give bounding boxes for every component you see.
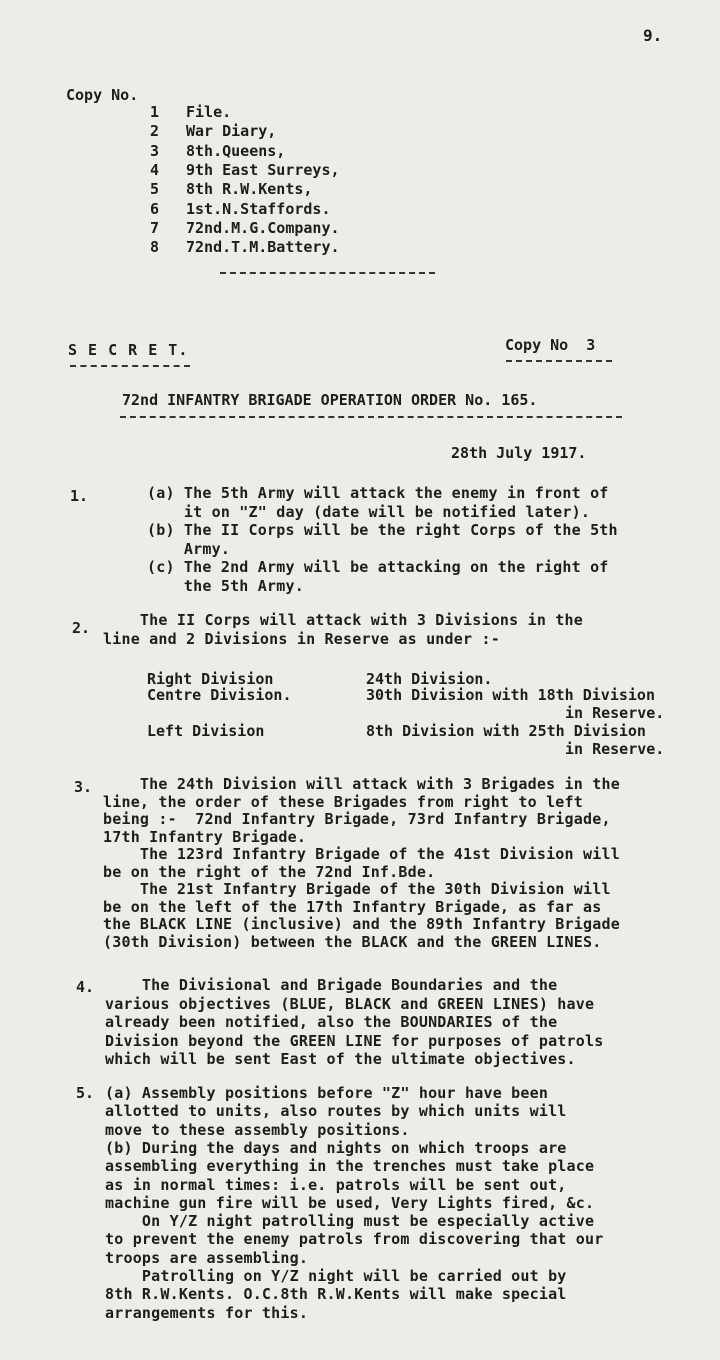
page-number: 9. xyxy=(643,26,663,45)
divider-line xyxy=(220,272,435,274)
paragraph-line: The 21st Infantry Brigade of the 30th Division will xyxy=(103,880,611,898)
paragraph-line: being :- 72nd Infantry Brigade, 73rd Infantry Brigade, xyxy=(103,810,611,828)
para-1-number: 1. xyxy=(70,487,89,505)
paragraph-line: (b) The II Corps will be the right Corps of the 5th xyxy=(147,521,618,539)
paragraph-line: to prevent the enemy patrols from discovering that our xyxy=(105,1230,604,1249)
paragraph-line: already been notified, also the BOUNDARIES of the xyxy=(105,1013,558,1031)
copy-list-number: 6 xyxy=(150,199,160,218)
paragraph-line: assembling everything in the trenches must take place xyxy=(105,1157,595,1176)
paragraph-line: allotted to units, also routes by which units will xyxy=(105,1102,567,1121)
division-reserve-note: in Reserve. xyxy=(565,704,665,722)
secret-underline xyxy=(70,365,190,367)
paragraph-line: line and 2 Divisions in Reserve as under :- xyxy=(103,630,500,648)
copy-list-number: 8 xyxy=(150,238,160,257)
copy-list-recipient: 8th.Queens, xyxy=(186,141,286,160)
copy-list-number: 1 xyxy=(150,103,160,121)
division-unit: 30th Division with 18th Division xyxy=(366,686,655,704)
paragraph-line: (b) During the days and nights on which troops are xyxy=(105,1138,567,1157)
paragraph-line: be on the left of the 17th Infantry Brigade, as far as xyxy=(103,897,602,916)
copy-list-recipient: 8th R.W.Kents, xyxy=(186,180,313,199)
division-unit: 24th Division. xyxy=(366,670,493,688)
paragraph-line: it on "Z" day (date will be notified later). xyxy=(147,502,591,521)
copy-number-underline xyxy=(506,360,612,362)
copy-list-recipient: File. xyxy=(186,103,232,121)
division-position: Centre Division. xyxy=(147,686,292,704)
para-2-number: 2. xyxy=(72,619,91,637)
paragraph-line: as in normal times: i.e. patrols will be sent out, xyxy=(105,1175,567,1194)
copy-list-recipient: 1st.N.Staffords. xyxy=(186,199,331,218)
copy-list-recipient: 72nd.M.G.Company. xyxy=(186,218,340,237)
paragraph-line: The 123rd Infantry Brigade of the 41st Division will xyxy=(103,845,620,863)
copy-list-label: Copy No. xyxy=(66,86,139,104)
paragraph-line: Army. xyxy=(147,539,231,558)
paragraph-line: be on the right of the 72nd Inf.Bde. xyxy=(103,862,436,881)
title-underline xyxy=(120,416,622,418)
para-4-number: 4. xyxy=(76,978,95,996)
paragraph-line: various objectives (BLUE, BLACK and GREEN LINES) have xyxy=(105,994,595,1013)
copy-list-recipient: War Diary, xyxy=(186,122,277,141)
paragraph-line: troops are assembling. xyxy=(105,1248,309,1267)
paragraph-line: machine gun fire will be used, Very Lights fired, &c. xyxy=(105,1193,595,1212)
copy-list-number: 2 xyxy=(150,122,160,141)
paragraph-line: On Y/Z night patrolling must be especially active xyxy=(105,1212,595,1231)
paragraph-line: The 24th Division will attack with 3 Brigades in the xyxy=(103,775,620,793)
order-date: 28th July 1917. xyxy=(451,444,587,462)
paragraph-line: (c) The 2nd Army will be attacking on the right of xyxy=(147,558,609,576)
copy-number: Copy No 3 xyxy=(505,336,596,354)
copy-list-number: 5 xyxy=(150,180,160,199)
copy-list-number: 3 xyxy=(150,141,160,160)
paragraph-line: move to these assembly positions. xyxy=(105,1120,410,1139)
para-3-number: 3. xyxy=(74,778,93,796)
copy-list-number: 7 xyxy=(150,218,160,237)
division-position: Left Division xyxy=(147,722,265,740)
paragraph-line: 8th R.W.Kents. O.C.8th R.W.Kents will make special xyxy=(105,1285,567,1304)
division-position: Right Division xyxy=(147,670,274,688)
paragraph-line: 17th Infantry Brigade. xyxy=(103,827,307,846)
paragraph-line: (a) The 5th Army will attack the enemy in front of xyxy=(147,484,609,502)
division-reserve-note: in Reserve. xyxy=(565,740,665,758)
paragraph-line: which will be sent East of the ultimate objectives. xyxy=(105,1050,576,1068)
copy-list-number: 4 xyxy=(150,160,160,179)
division-unit: 8th Division with 25th Division xyxy=(366,722,646,740)
copy-list-recipient: 9th East Surreys, xyxy=(186,160,340,179)
secret-label: S E C R E T. xyxy=(68,341,189,359)
paragraph-line: arrangements for this. xyxy=(105,1303,309,1322)
para-5-number: 5. xyxy=(76,1084,95,1102)
paragraph-line: (30th Division) between the BLACK and the GREEN LINES. xyxy=(103,932,602,951)
paragraph-line: Patrolling on Y/Z night will be carried out by xyxy=(105,1267,567,1285)
paragraph-line: The Divisional and Brigade Boundaries and the xyxy=(105,976,558,994)
paragraph-line: the 5th Army. xyxy=(147,576,304,595)
paragraph-line: the BLACK LINE (inclusive) and the 89th Infantry Brigade xyxy=(103,915,620,933)
paragraph-line: The II Corps will attack with 3 Divisions in the xyxy=(103,611,583,629)
order-title: 72nd INFANTRY BRIGADE OPERATION ORDER No. 165. xyxy=(122,391,538,409)
paragraph-line: (a) Assembly positions before "Z" hour have been xyxy=(105,1084,549,1102)
copy-list-recipient: 72nd.T.M.Battery. xyxy=(186,238,340,257)
paragraph-line: line, the order of these Brigades from right to left xyxy=(103,792,583,811)
paragraph-line: Division beyond the GREEN LINE for purposes of patrols xyxy=(105,1031,604,1050)
